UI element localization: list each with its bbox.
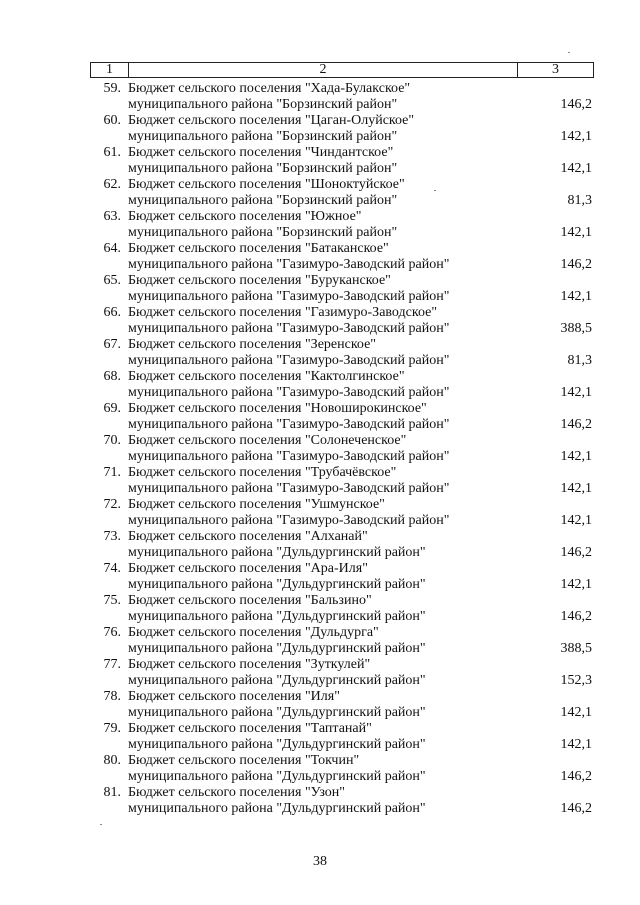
row-number: 65. [103,273,121,288]
row-value: 146,2 [560,417,592,432]
row-line-2: муниципального района "Дульдургинский район" [128,577,426,592]
row-number: 72. [103,497,121,512]
row-number: 66. [103,305,121,320]
row-number: 78. [103,689,121,704]
row-line-1: Бюджет сельского поселения "Узон" [128,785,346,800]
row-line-1: Бюджет сельского поселения "Солонеченское" [128,433,407,448]
table-row [0,144,640,176]
row-line-1: Бюджет сельского поселения "Ара-Иля" [128,561,368,576]
row-line-1: Бюджет сельского поселения "Буруканское" [128,273,391,288]
row-value: 146,2 [560,609,592,624]
table-row [0,400,640,432]
row-value: 142,1 [560,129,592,144]
row-number: 63. [103,209,121,224]
row-value: 142,1 [560,449,592,464]
row-value: 142,1 [560,513,592,528]
table-row [0,720,640,752]
row-number: 81. [103,785,121,800]
table-row [0,592,640,624]
row-number: 74. [103,561,121,576]
row-number: 62. [103,177,121,192]
row-number: 59. [103,81,121,96]
table-row [0,176,640,208]
row-value: 142,1 [560,737,592,752]
table-row [0,752,640,784]
table-row [0,560,640,592]
row-line-1: Бюджет сельского поселения "Новоширокинское" [128,401,427,416]
row-value: 146,2 [560,769,592,784]
row-line-2: муниципального района "Дульдургинский район" [128,641,426,656]
row-line-1: Бюджет сельского поселения "Кактолгинское" [128,369,405,384]
row-value: 142,1 [560,225,592,240]
row-number: 68. [103,369,121,384]
row-value: 146,2 [560,97,592,112]
row-line-2: муниципального района "Газимуро-Заводский район" [128,353,450,368]
header-col-3: 3 [552,62,559,77]
row-line-2: муниципального района "Дульдургинский район" [128,545,426,560]
table-row [0,432,640,464]
row-line-2: муниципального района "Газимуро-Заводский район" [128,257,450,272]
row-value: 142,1 [560,577,592,592]
row-number: 67. [103,337,121,352]
row-line-1: Бюджет сельского поселения "Ушмунское" [128,497,385,512]
row-line-2: муниципального района "Дульдургинский район" [128,769,426,784]
row-number: 73. [103,529,121,544]
row-value: 142,1 [560,385,592,400]
table-row [0,784,640,816]
table-row [0,624,640,656]
row-value: 81,3 [567,193,592,208]
row-line-2: муниципального района "Дульдургинский район" [128,737,426,752]
table-row [0,304,640,336]
row-line-2: муниципального района "Газимуро-Заводский район" [128,321,450,336]
table-row [0,208,640,240]
row-line-1: Бюджет сельского поселения "Южное" [128,209,362,224]
row-number: 61. [103,145,121,160]
row-value: 146,2 [560,257,592,272]
row-line-1: Бюджет сельского поселения "Зуткулей" [128,657,371,672]
row-line-1: Бюджет сельского поселения "Дульдурга" [128,625,379,640]
table-row [0,656,640,688]
table-row [0,240,640,272]
table-row [0,336,640,368]
row-line-1: Бюджет сельского поселения "Трубачёвское" [128,465,397,480]
row-line-1: Бюджет сельского поселения "Зеренское" [128,337,377,352]
row-number: 75. [103,593,121,608]
row-line-2: муниципального района "Борзинский район" [128,97,398,112]
row-number: 79. [103,721,121,736]
row-line-2: муниципального района "Дульдургинский район" [128,673,426,688]
row-value: 142,1 [560,705,592,720]
row-value: 142,1 [560,161,592,176]
row-line-2: муниципального района "Газимуро-Заводский район" [128,289,450,304]
row-value: 146,2 [560,801,592,816]
scan-speck [100,824,102,825]
row-number: 80. [103,753,121,768]
row-line-2: муниципального района "Газимуро-Заводский район" [128,513,450,528]
row-line-2: муниципального района "Газимуро-Заводский район" [128,449,450,464]
table-row [0,688,640,720]
row-line-2: муниципального района "Дульдургинский район" [128,705,426,720]
row-line-1: Бюджет сельского поселения "Газимуро-Заводское" [128,305,438,320]
row-number: 69. [103,401,121,416]
table-row [0,272,640,304]
table-header [90,62,594,78]
row-line-1: Бюджет сельского поселения "Батаканское" [128,241,389,256]
row-number: 64. [103,241,121,256]
row-line-2: муниципального района "Дульдургинский район" [128,609,426,624]
row-number: 76. [103,625,121,640]
row-line-2: муниципального района "Борзинский район" [128,225,398,240]
row-line-2: муниципального района "Газимуро-Заводский район" [128,385,450,400]
row-value: 142,1 [560,289,592,304]
row-value: 388,5 [560,321,592,336]
table-row [0,496,640,528]
row-value: 152,3 [560,673,592,688]
page-number: 38 [313,854,327,869]
scan-speck [568,52,570,53]
row-line-1: Бюджет сельского поселения "Цаган-Олуйское" [128,113,415,128]
header-col-2: 2 [129,63,518,77]
row-line-2: муниципального района "Дульдургинский район" [128,801,426,816]
row-line-1: Бюджет сельского поселения "Токчин" [128,753,360,768]
table-row [0,528,640,560]
row-line-1: Бюджет сельского поселения "Алханай" [128,529,368,544]
row-line-1: Бюджет сельского поселения "Хада-Булакское" [128,81,411,96]
row-line-1: Бюджет сельского поселения "Бальзино" [128,593,372,608]
row-value: 146,2 [560,545,592,560]
table-row [0,368,640,400]
row-line-2: муниципального района "Борзинский район" [128,161,398,176]
row-number: 71. [103,465,121,480]
row-line-2: муниципального района "Борзинский район" [128,193,398,208]
row-value: 388,5 [560,641,592,656]
scan-speck [434,190,436,191]
row-number: 70. [103,433,121,448]
table-row [0,80,640,112]
row-value: 81,3 [567,353,592,368]
table-row [0,464,640,496]
row-line-2: муниципального района "Борзинский район" [128,129,398,144]
row-line-1: Бюджет сельского поселения "Чиндантское" [128,145,394,160]
header-col-1: 1 [91,63,129,77]
row-value: 142,1 [560,481,592,496]
table-row [0,112,640,144]
row-line-1: Бюджет сельского поселения "Шоноктуйское" [128,177,405,192]
table-body [0,80,640,816]
row-number: 77. [103,657,121,672]
row-line-2: муниципального района "Газимуро-Заводский район" [128,481,450,496]
row-line-2: муниципального района "Газимуро-Заводский район" [128,417,450,432]
row-line-1: Бюджет сельского поселения "Таптанай" [128,721,372,736]
row-line-1: Бюджет сельского поселения "Иля" [128,689,340,704]
row-number: 60. [103,113,121,128]
